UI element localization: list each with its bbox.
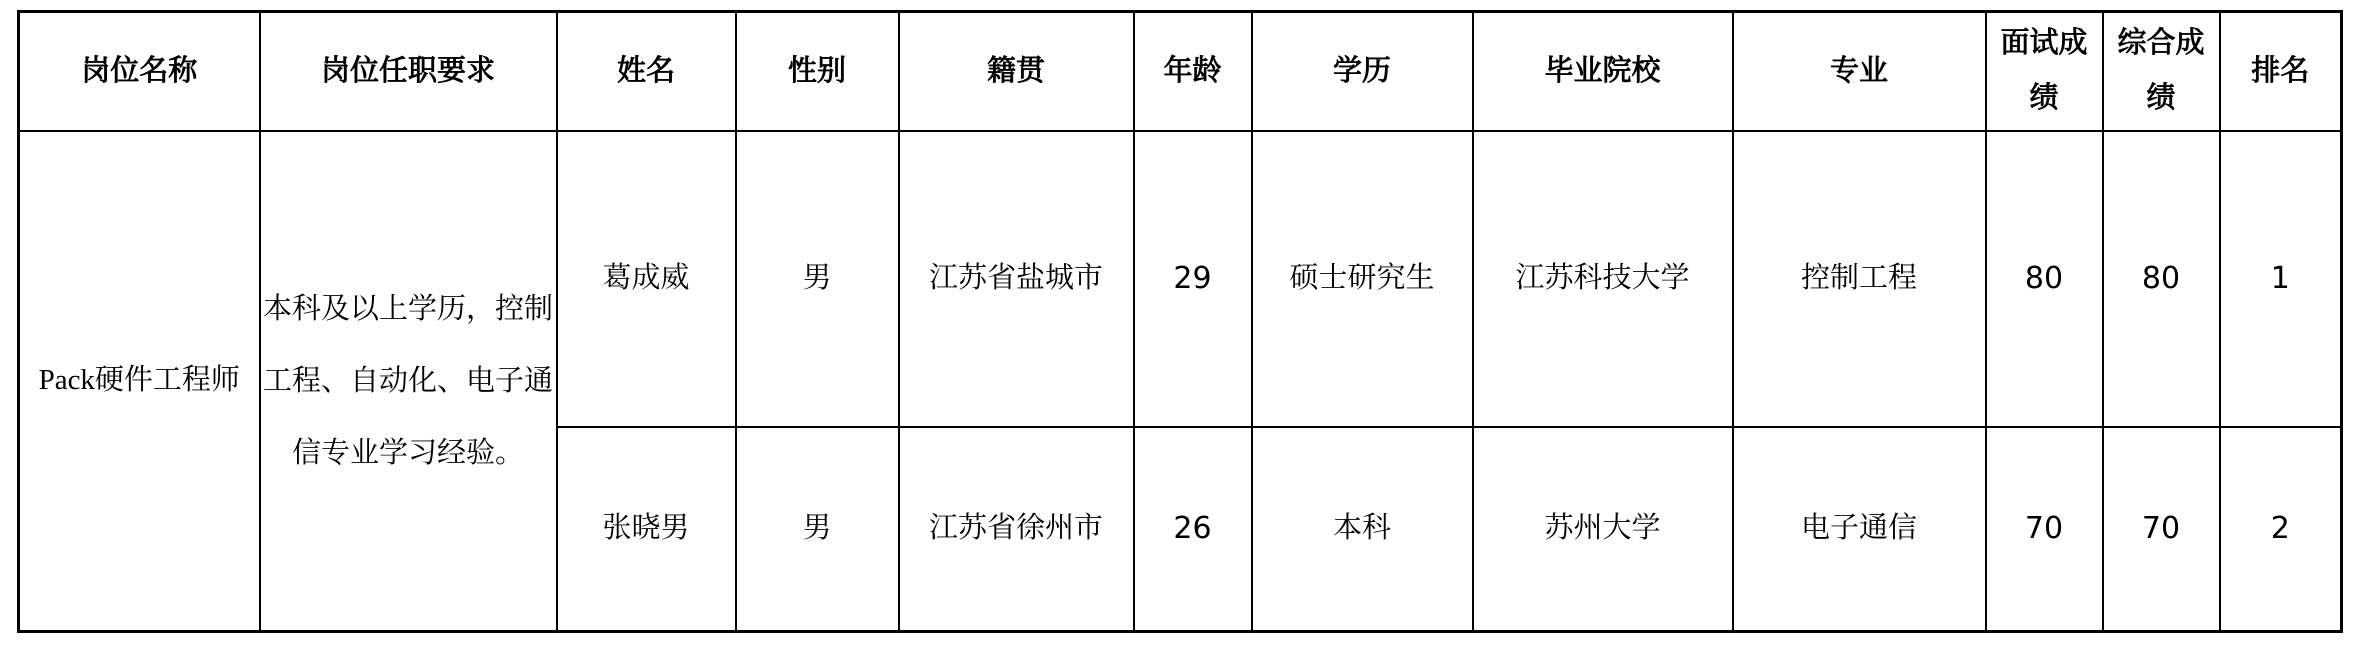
cell-overall-score: 70 xyxy=(2103,427,2220,632)
cell-gender: 男 xyxy=(736,131,899,427)
col-header-overall-score: 综合成绩 xyxy=(2103,12,2220,131)
cell-candidate-name: 张晓男 xyxy=(557,427,736,632)
col-header-major: 专业 xyxy=(1733,12,1986,131)
col-header-age: 年龄 xyxy=(1134,12,1252,131)
cell-rank: 1 xyxy=(2220,131,2342,427)
cell-education: 本科 xyxy=(1252,427,1473,632)
cell-school: 江苏科技大学 xyxy=(1473,131,1733,427)
col-header-gender: 性别 xyxy=(736,12,899,131)
col-header-position-name: 岗位名称 xyxy=(19,12,260,131)
col-header-hometown: 籍贯 xyxy=(899,12,1134,131)
cell-hometown: 江苏省盐城市 xyxy=(899,131,1134,427)
col-header-education: 学历 xyxy=(1252,12,1473,131)
cell-education: 硕士研究生 xyxy=(1252,131,1473,427)
col-header-requirements: 岗位任职要求 xyxy=(260,12,557,131)
cell-interview-score: 80 xyxy=(1986,131,2103,427)
cell-rank: 2 xyxy=(2220,427,2342,632)
candidate-score-table xyxy=(17,10,2343,633)
cell-position-requirements: 本科及以上学历，控制工程、自动化、电子通信专业学习经验。 xyxy=(260,131,557,632)
cell-age: 26 xyxy=(1134,427,1252,632)
cell-school: 苏州大学 xyxy=(1473,427,1733,632)
table-header-row xyxy=(19,12,2342,131)
col-header-rank: 排名 xyxy=(2220,12,2342,131)
cell-candidate-name: 葛成威 xyxy=(557,131,736,427)
table-row xyxy=(19,131,2342,427)
col-header-school: 毕业院校 xyxy=(1473,12,1733,131)
cell-gender: 男 xyxy=(736,427,899,632)
cell-overall-score: 80 xyxy=(2103,131,2220,427)
cell-position-name: Pack硬件工程师 xyxy=(19,131,260,632)
col-header-name: 姓名 xyxy=(557,12,736,131)
cell-major: 控制工程 xyxy=(1733,131,1986,427)
col-header-interview-score: 面试成绩 xyxy=(1986,12,2103,131)
cell-interview-score: 70 xyxy=(1986,427,2103,632)
cell-major: 电子通信 xyxy=(1733,427,1986,632)
cell-age: 29 xyxy=(1134,131,1252,427)
cell-hometown: 江苏省徐州市 xyxy=(899,427,1134,632)
